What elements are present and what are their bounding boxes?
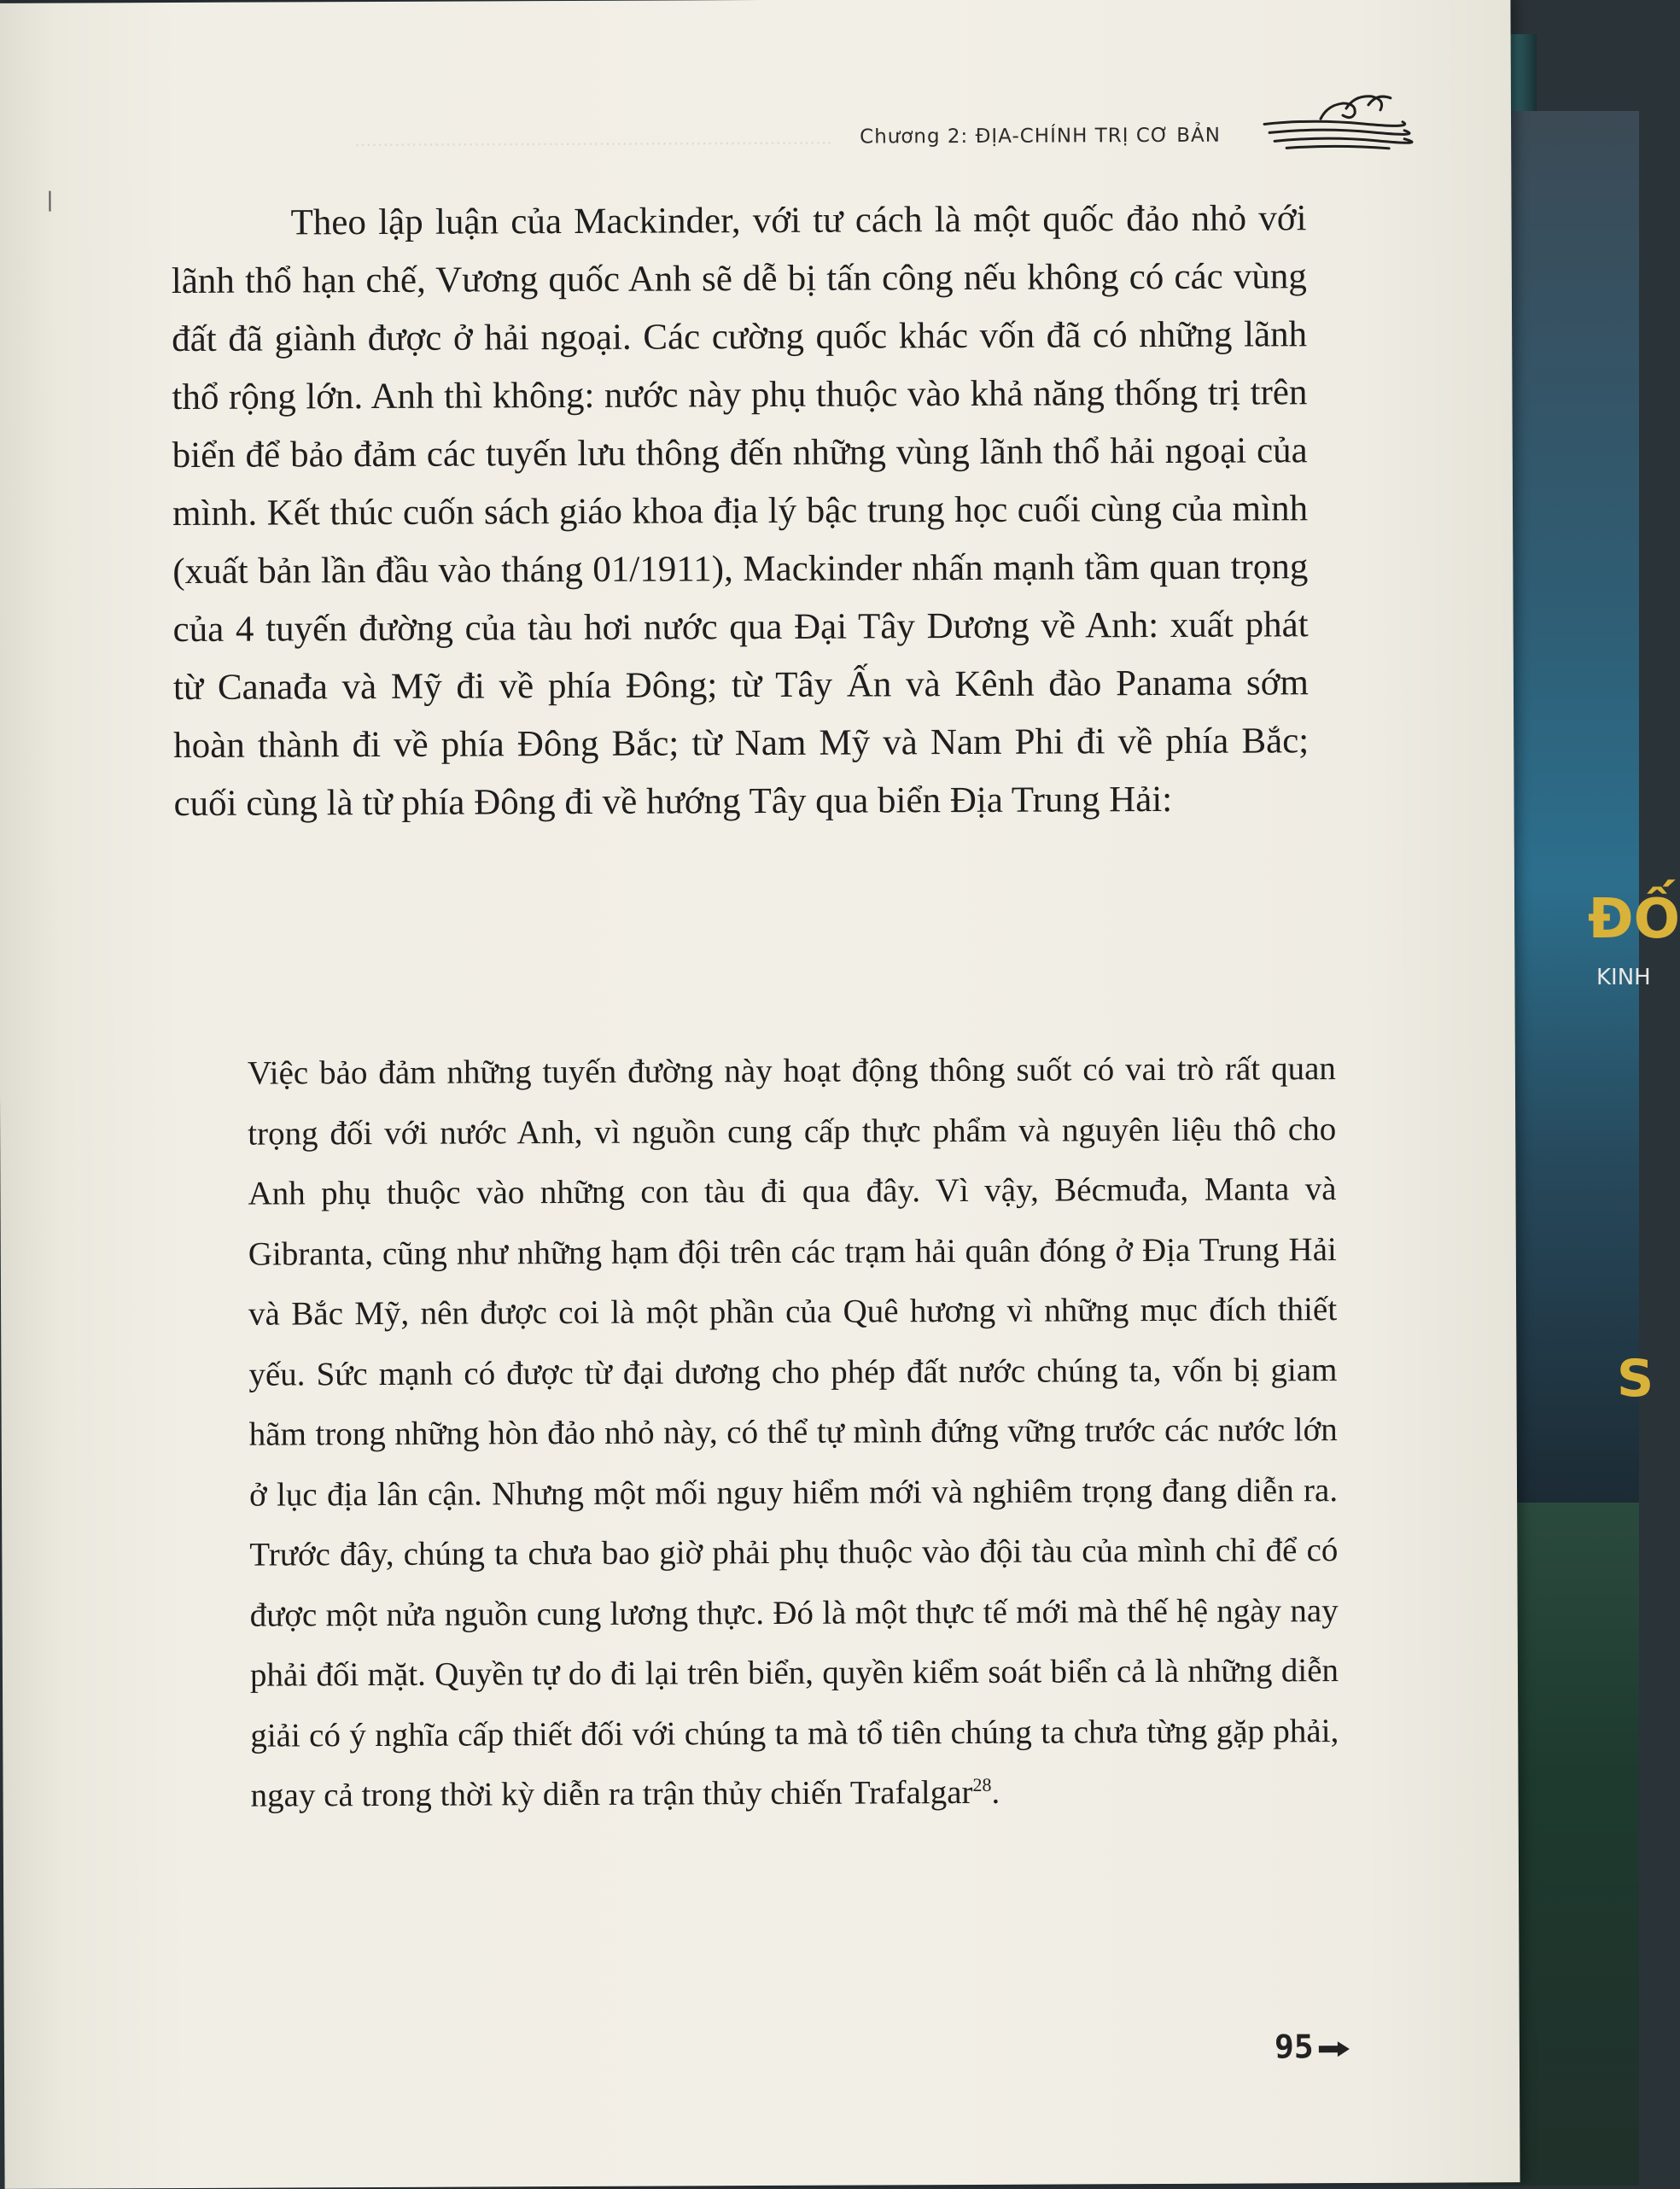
bleed-through-text: ………………………………………………………………………… [354, 127, 833, 151]
running-header-chapter-title: Chương 2: ĐỊA-CHÍNH TRỊ CƠ BẢN [860, 124, 1221, 149]
block-quote-end: . [991, 1773, 1000, 1811]
background-book-letter-fragment: S [1617, 1349, 1654, 1409]
wave-ornament-icon [1261, 90, 1406, 155]
page-number: 95 [1274, 2028, 1314, 2066]
block-quote [248, 1039, 1339, 1826]
body-paragraph: Theo lập luận của Mackinder, với tư cách là một quốc đảo nhỏ với lãnh thổ hạn chế, Vương quốc Anh sẽ dễ bị tấn công nếu không có các vùng đất đã giành được ở hải ngoại. Các cường quốc khác vốn đã có những lãnh thổ rộng lớn. Anh thì không: nước này phụ thuộc vào khả năng thống trị trên biển để bảo đảm các tuyến lưu thông đến những vùng lãnh thổ hải ngoại của mình. Kết thúc cuốn sách giáo khoa địa lý bậc trung học cuối cùng của mình (xuất bản lần đầu vào tháng 01/1911), Mackinder nhấn mạnh tầm quan trọng của 4 tuyến đường của tàu hơi nước qua Đại Tây Dương về Anh: xuất phát từ Canađa và Mỹ đi về phía Đông; từ Tây Ấn và Kênh đào Panama sớm hoàn thành đi về phía Đông Bắc; từ Nam Mỹ và Nam Phi đi về phía Bắc; cuối cùng là từ phía Đông đi về hướng Tây qua biển Địa Trung Hải: [171, 198, 1310, 825]
page-mark [49, 191, 50, 212]
block-quote-text: Việc bảo đảm những tuyến đường này hoạt động thông suốt có vai trò rất quan trọng đối với nước Anh, vì nguồn cung cấp thực phẩm và nguyên liệu thô cho Anh phụ thuộc vào những con tàu đi qua đây. Vì vậy, Bécmuđa, Manta và Gibranta, cũng như những hạm đội trên các trạm hải quân đóng ở Địa Trung Hải và Bắc Mỹ, nên được coi là một phần của Quê hương vì những mục đích thiết yếu. Sức mạnh có được từ đại dương cho phép đất nước chúng ta, vốn bị giam hãm trong những hòn đảo nhỏ này, có thể tự mình đứng vững trước các nước lớn ở lục địa lân cận. Nhưng một mối nguy hiểm mới và nghiêm trọng đang diễn ra. Trước đây, chúng ta chưa bao giờ phải phụ thuộc vào đội tàu của mình chỉ để có được một nửa nguồn cung lương thực. Đó là một thực tế mới mà thế hệ ngày nay phải đối mặt. Quyền tự do đi lại trên biển, quyền kiểm soát biển cả là những diễn giải có ý nghĩa cấp thiết đối với chúng ta mà tổ tiên chúng ta chưa từng gặp phải, ngay cả trong thời kỳ diễn ra trận thủy chiến Trafalgar [247, 1050, 1339, 1814]
background-book-title-fragment: ĐỐ [1588, 888, 1680, 951]
footnote-reference: 28 [972, 1773, 992, 1795]
background-book-subtitle-fragment: KINH [1596, 965, 1651, 990]
page-arrow-icon [1319, 2041, 1350, 2057]
